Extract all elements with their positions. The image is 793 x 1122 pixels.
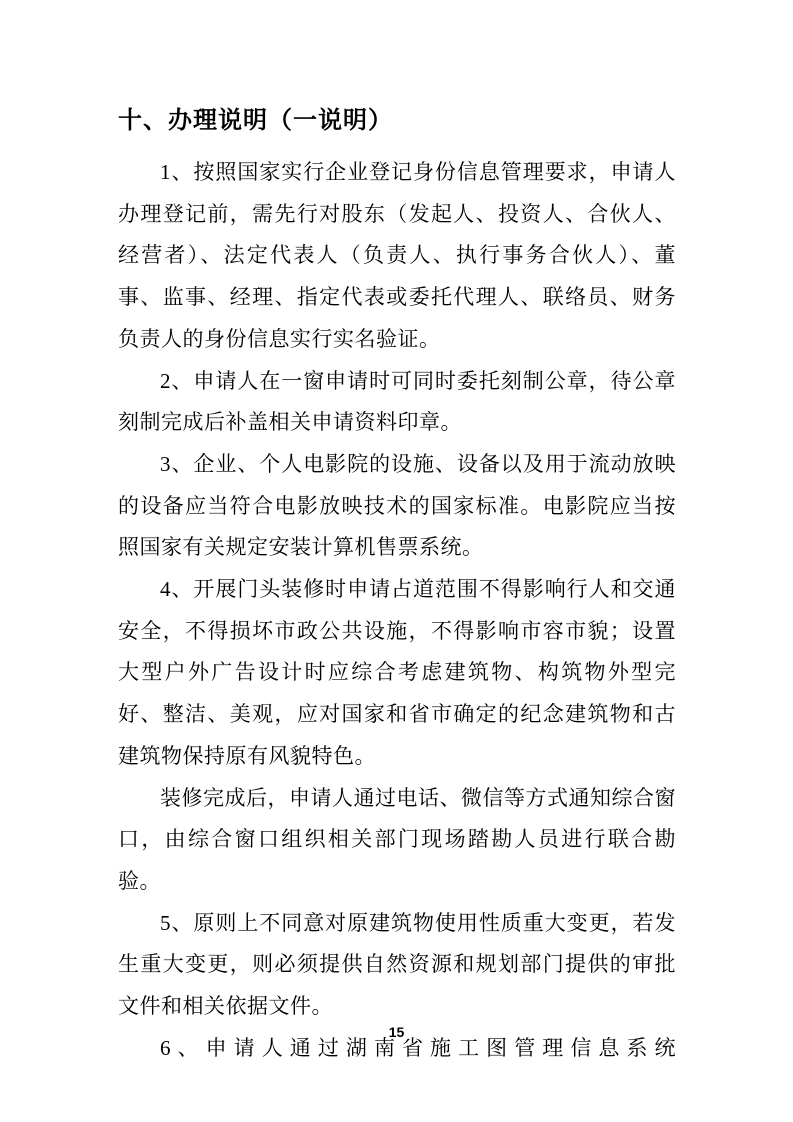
paragraph-5: 5、原则上不同意对原建筑物使用性质重大变更，若发生重大变更，则必须提供自然资源和规划部门提供的审批文件和相关依据文件。 [118, 910, 676, 1019]
section-heading: 十、办理说明（一说明） [118, 107, 393, 134]
page-number: 15 [388, 1024, 405, 1040]
paragraph-2: 2、申请人在一窗申请时可同时委托刻制公章，待公章刻制完成后补盖相关申请资料印章。 [118, 368, 676, 435]
paragraph-3: 3、企业、个人电影院的设施、设备以及用于流动放映的设备应当符合电影放映技术的国家标准。电影院应当按照国家有关规定安装计算机售票系统。 [118, 451, 676, 560]
document-body [118, 100, 676, 1069]
paragraph-4-continuation: 装修完成后，申请人通过电话、微信等方式通知综合窗口，由综合窗口组织相关部门现场踏勘人员进行联合勘验。 [118, 785, 676, 893]
paragraph-6: 6、申请人通过湖南省施工图管理信息系统 [160, 1035, 676, 1060]
paragraph-4: 4、开展门头装修时申请占道范围不得影响行人和交通安全，不得损坏市政公共设施，不得影响市容市貌；设置大型户外广告设计时应综合考虑建筑物、构筑物外型完好、整洁、美观，应对国家和省市确定的纪念建筑物和古建筑物保持原有风貌特色。 [118, 577, 676, 768]
paragraph-1: 1、按照国家实行企业登记身份信息管理要求，申请人办理登记前，需先行对股东（发起人、投资人、合伙人、经营者）、法定代表人（负责人、执行事务合伙人）、董事、监事、经理、指定代表或委托代理人、联络员、财务负责人的身份信息实行实名验证。 [118, 160, 676, 351]
